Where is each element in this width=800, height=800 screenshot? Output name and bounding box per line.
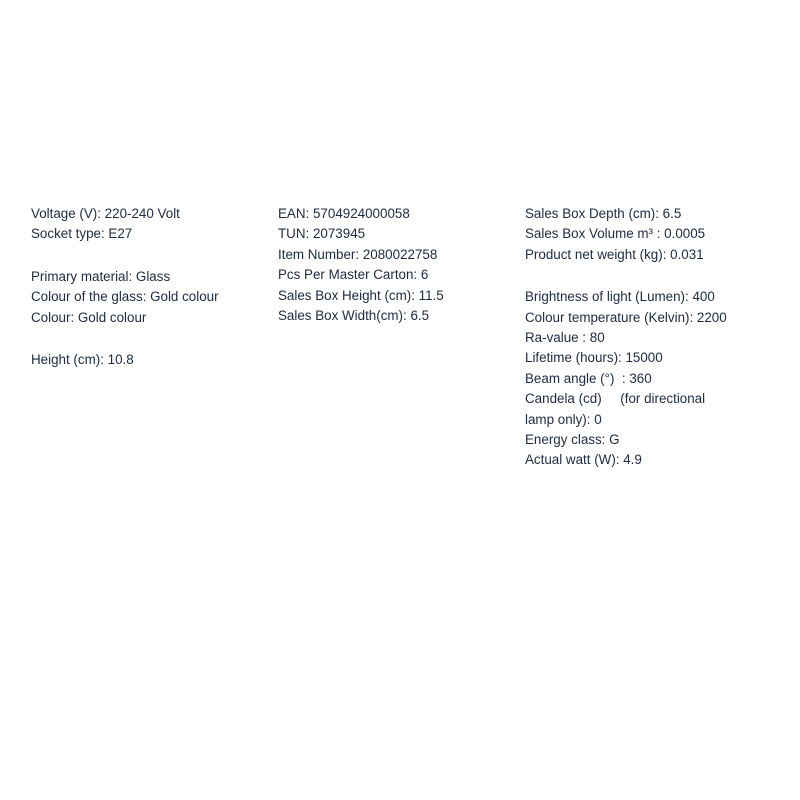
height-text: Height (cm): 10.8 [31,352,134,368]
glass-colour-text: Colour of the glass: Gold colour [31,289,219,305]
column-technical [525,204,755,471]
ra-value-text: Ra-value : 80 [525,330,605,346]
column-logistics [278,204,518,326]
pcs-per-carton-text: Pcs Per Master Carton: 6 [278,267,429,283]
energy-class-text: Energy class: G [525,432,620,448]
candela-text-line-1: Candela (cd) (for directional [525,391,706,407]
colour-text: Colour: Gold colour [31,309,147,325]
item-number-text: Item Number: 2080022758 [278,246,438,262]
spacer [525,265,755,287]
column-general [31,204,271,370]
spacer [31,328,271,350]
box-height-text: Sales Box Height (cm): 11.5 [278,287,444,303]
primary-material-text: Primary material: Glass [31,268,171,284]
socket-type-text: Socket type: E27 [31,226,133,242]
lifetime-text: Lifetime (hours): 15000 [525,350,663,366]
beam-angle-text: Beam angle (°) : 360 [525,370,652,386]
spacer [31,245,271,267]
voltage-text: Voltage (V): 220-240 Volt [31,206,180,221]
colour-temperature-text: Colour temperature (Kelvin): 2200 [525,309,727,325]
ean-text: EAN: 5704924000058 [278,206,410,221]
box-width-text: Sales Box Width(cm): 6.5 [278,308,430,324]
candela-text-line-2: lamp only): 0 [525,411,602,427]
tun-text: TUN: 2073945 [278,226,366,242]
box-depth-text: Sales Box Depth (cm): 6.5 [525,206,682,221]
brightness-text: Brightness of light (Lumen): 400 [525,289,715,305]
actual-watt-text: Actual watt (W): 4.9 [525,452,642,468]
net-weight-text: Product net weight (kg): 0.031 [525,246,704,262]
box-volume-text: Sales Box Volume m³ : 0.0005 [525,226,706,242]
